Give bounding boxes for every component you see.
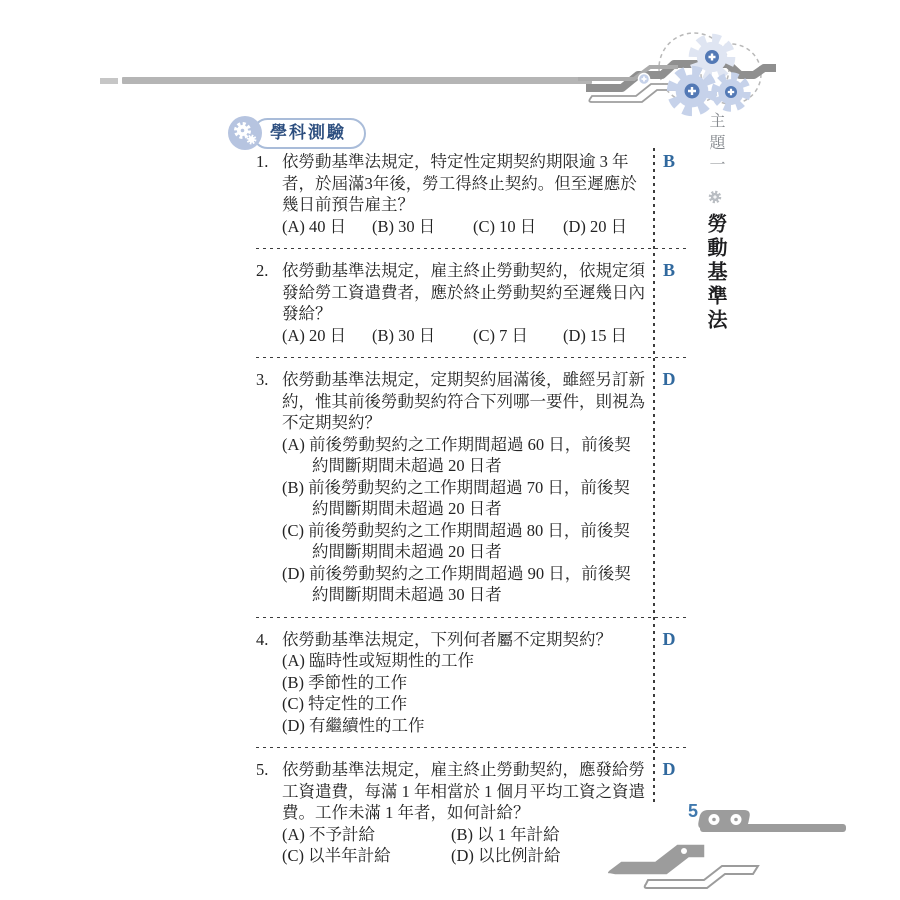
option: (D) 以比例計給 — [451, 846, 561, 865]
question-3 — [256, 368, 690, 607]
small-gear-icon — [706, 190, 724, 204]
options — [256, 216, 645, 238]
margin-topic-tab — [701, 112, 730, 333]
question-1 — [256, 150, 690, 238]
question-stem: 依勞動基準法規定，雇主終止勞動契約，依規定須發給勞工資遣費者，應於終止勞動契約至遲幾日內發給？ — [282, 261, 645, 323]
top-rule-segment — [100, 78, 118, 84]
option: (A) 不予計給 — [282, 824, 376, 844]
screw-dot-icon — [712, 818, 716, 822]
option: (A) 前後勞動契約之工作期間超過 60 日，前後契約間斷期間未超過 20 日者 — [282, 434, 631, 475]
question-2 — [256, 259, 690, 347]
dashed-separator — [256, 357, 690, 358]
question-number: 3. — [256, 370, 269, 389]
question-stem: 依勞動基準法規定，下列何者屬不定期契約？ — [282, 629, 612, 649]
pipe-dot-icon — [685, 836, 691, 842]
topic-number: 主題一 — [707, 112, 724, 178]
option: (A) 20 日 — [282, 325, 347, 345]
question-number: 4. — [256, 629, 269, 649]
question-number: 5. — [256, 760, 269, 779]
answer-letter: D — [662, 369, 676, 389]
question-text — [256, 759, 645, 824]
answer-letter: B — [662, 151, 675, 171]
option: (B) 以 1 年計給 — [451, 824, 560, 844]
answer-letter: D — [662, 759, 676, 779]
options — [256, 650, 645, 736]
answer-letter: B — [662, 260, 675, 280]
option: (B) 季節性的工作 — [282, 672, 408, 692]
dashed-separator — [256, 617, 690, 618]
option: (D) 前後勞動契約之工作期間超過 90 日，前後契約間斷期間未超過 30 日者 — [282, 563, 631, 604]
small-gear-icon — [246, 134, 257, 145]
gear-badge-icon — [228, 116, 262, 150]
question-stem: 依勞動基準法規定，定期契約屆滿後，雖經另訂新約，惟其前後勞動契約符合下列哪一要件，則視為不定期契約？ — [282, 370, 645, 432]
pipe-icon — [607, 844, 705, 875]
question-stem: 依勞動基準法規定，特定性定期契約期限逾 3 年者，於屆滿3年後，勞工得終止契約。但至遲應於幾日前預告雇主？ — [282, 152, 637, 214]
option: (A) 40 日 — [282, 216, 347, 236]
option: (C) 前後勞動契約之工作期間超過 80 日，前後契約間斷期間未超過 20 日者 — [282, 520, 630, 561]
topic-title: 勞動基準法 — [704, 213, 726, 333]
option: (D) 15 日 — [563, 325, 628, 345]
question-number: 1. — [256, 152, 269, 171]
page-number: 5 — [687, 801, 698, 821]
question-text — [256, 629, 645, 651]
option: (B) 前後勞動契約之工作期間超過 70 日，前後契約間斷期間未超過 20 日者 — [282, 477, 630, 518]
option: (D) 有繼續性的工作 — [282, 715, 425, 735]
options — [256, 325, 645, 347]
question-4 — [256, 628, 690, 738]
section-badge — [228, 116, 366, 150]
question-text — [256, 260, 645, 325]
questions-list — [256, 150, 690, 868]
footer-pipes-decoration — [596, 806, 860, 900]
option: (A) 臨時性或短期性的工作 — [282, 651, 475, 670]
plate-icon — [698, 810, 750, 829]
question-text — [256, 369, 645, 434]
option: (C) 7 日 — [473, 325, 528, 345]
gears-pipes-decoration — [578, 30, 793, 125]
options — [256, 824, 645, 867]
option: (B) 30 日 — [372, 216, 436, 236]
section-badge-label: 學科測驗 — [252, 118, 366, 149]
dashed-separator — [256, 248, 690, 249]
option: (C) 特定性的工作 — [282, 694, 408, 713]
answer-letter: D — [662, 628, 676, 649]
option: (C) 10 日 — [473, 216, 537, 236]
question-number: 2. — [256, 261, 269, 280]
options — [256, 434, 645, 606]
screw-dot-icon — [734, 818, 738, 822]
question-stem: 依勞動基準法規定，雇主終止勞動契約，應發給勞工資遣費，每滿 1 年相當於 1 個月平均工資之資遣費。工作未滿 1 年者，如何計給？ — [282, 760, 645, 822]
option: (D) 20 日 — [563, 216, 628, 236]
question-text — [256, 151, 645, 216]
dashed-separator — [256, 747, 690, 748]
option: (B) 30 日 — [372, 325, 436, 345]
pipe-dot-icon — [681, 848, 687, 854]
option: (C) 以半年計給 — [282, 846, 391, 865]
top-rule — [122, 77, 592, 84]
